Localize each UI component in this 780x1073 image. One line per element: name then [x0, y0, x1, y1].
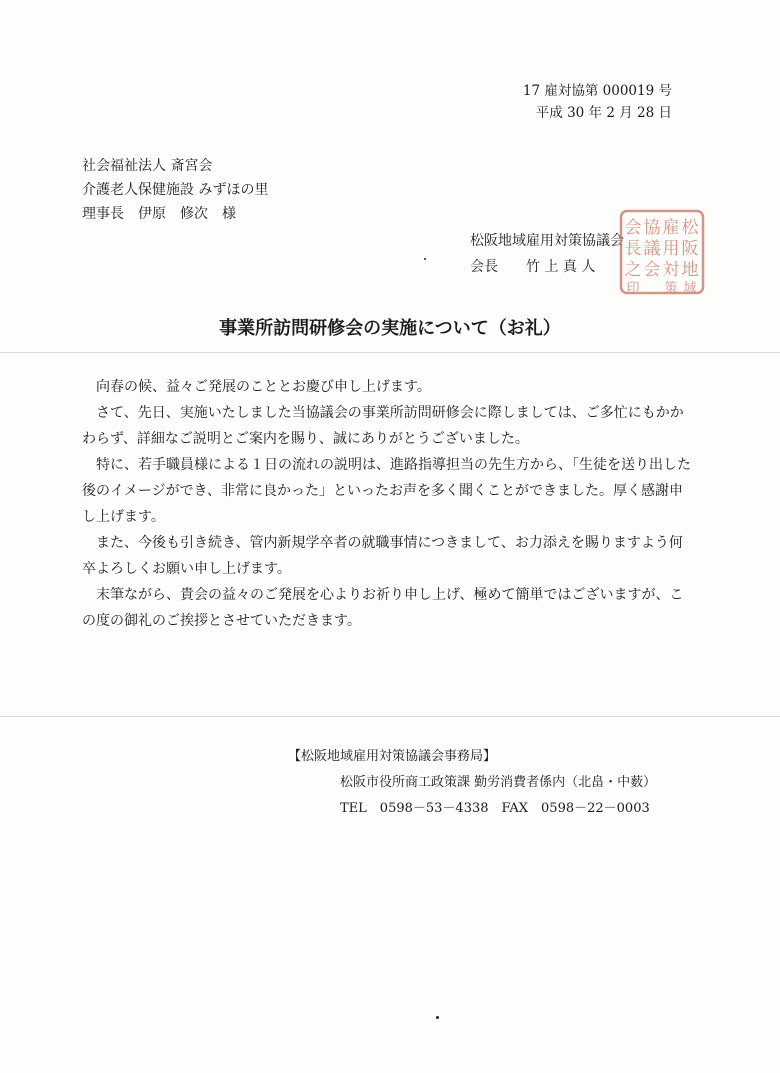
svg-text:地: 地 [681, 260, 699, 280]
svg-text:雇: 雇 [662, 218, 680, 238]
seal-characters [625, 218, 700, 296]
svg-text:之: 之 [624, 260, 642, 280]
recipient-block [82, 154, 268, 226]
svg-text:阪: 阪 [681, 239, 699, 259]
body-paragraph: 末筆ながら、貴会の益々のご発展を心よりお祈り申し上げ、極めて簡単ではございますが、この度の御礼のご挨拶とさせていただきます。 [82, 587, 684, 629]
letter-date: 平成 30 年 2 月 28 日 [535, 105, 672, 121]
official-seal-stamp [618, 208, 706, 296]
body-paragraph: 向春の候、益々ご発展のこととお慶び申し上げます。 [96, 379, 431, 395]
recipient-person: 理事長 伊原 修次 様 [82, 206, 236, 222]
office-name: 【松阪地域雇用対策協議会事務局】 [288, 749, 497, 764]
svg-text:松: 松 [681, 218, 699, 238]
office-contact: TEL 0598－53－4338 FAX 0598－22－0003 [340, 801, 650, 816]
reference-block [523, 80, 672, 124]
reference-number: 17 雇対協第 000019 号 [522, 83, 672, 99]
letter-title: 事業所訪問研修会の実施について（お礼） [219, 318, 561, 339]
svg-text:域: 域 [683, 281, 697, 296]
recipient-org: 社会福祉法人 斎宮会 [82, 158, 213, 174]
svg-text:用: 用 [662, 239, 680, 259]
svg-text:長: 長 [624, 239, 642, 259]
body-paragraph: 特に、若手職員様による１日の流れの説明は、進路指導担当の先生方から、「生徒を送り出した後のイメージができ、非常に良かった」といったお声を多く聞くことができました。厚く感謝申し上げます。 [82, 457, 691, 525]
contact-footer [288, 744, 656, 822]
svg-text:策: 策 [664, 281, 678, 296]
svg-text:対: 対 [662, 260, 680, 280]
sender-person: 会長 竹 上 真 人 [470, 259, 596, 275]
paper-fold-line [0, 352, 780, 353]
svg-text:会: 会 [643, 260, 661, 280]
sender-block [470, 228, 624, 280]
recipient-facility: 介護老人保健施設 みずほの里 [82, 182, 269, 198]
sender-org: 松阪地域雇用対策協議会 [470, 233, 624, 249]
svg-text:印: 印 [626, 281, 640, 296]
paper-speck [436, 1016, 439, 1019]
svg-text:協: 協 [643, 218, 661, 238]
letter-body [82, 374, 692, 634]
office-department: 松阪市役所商工政策課 勤労消費者係内（北畠・中薮） [340, 775, 657, 790]
body-paragraph: また、今後も引き続き、管内新規学卒者の就職事情につきまして、お力添えを賜りますよう何卒よろしくお願い申し上げます。 [82, 535, 683, 577]
body-paragraph: さて、先日、実施いたしました当協議会の事業所訪問研修会に際しましては、ご多忙にもかかわらず、詳細なご説明とご案内を賜り、誠にありがとうございました。 [82, 405, 684, 447]
paper-speck [424, 258, 426, 260]
svg-text:会: 会 [624, 218, 642, 238]
paper-fold-line [0, 716, 780, 717]
svg-text:議: 議 [643, 239, 661, 259]
